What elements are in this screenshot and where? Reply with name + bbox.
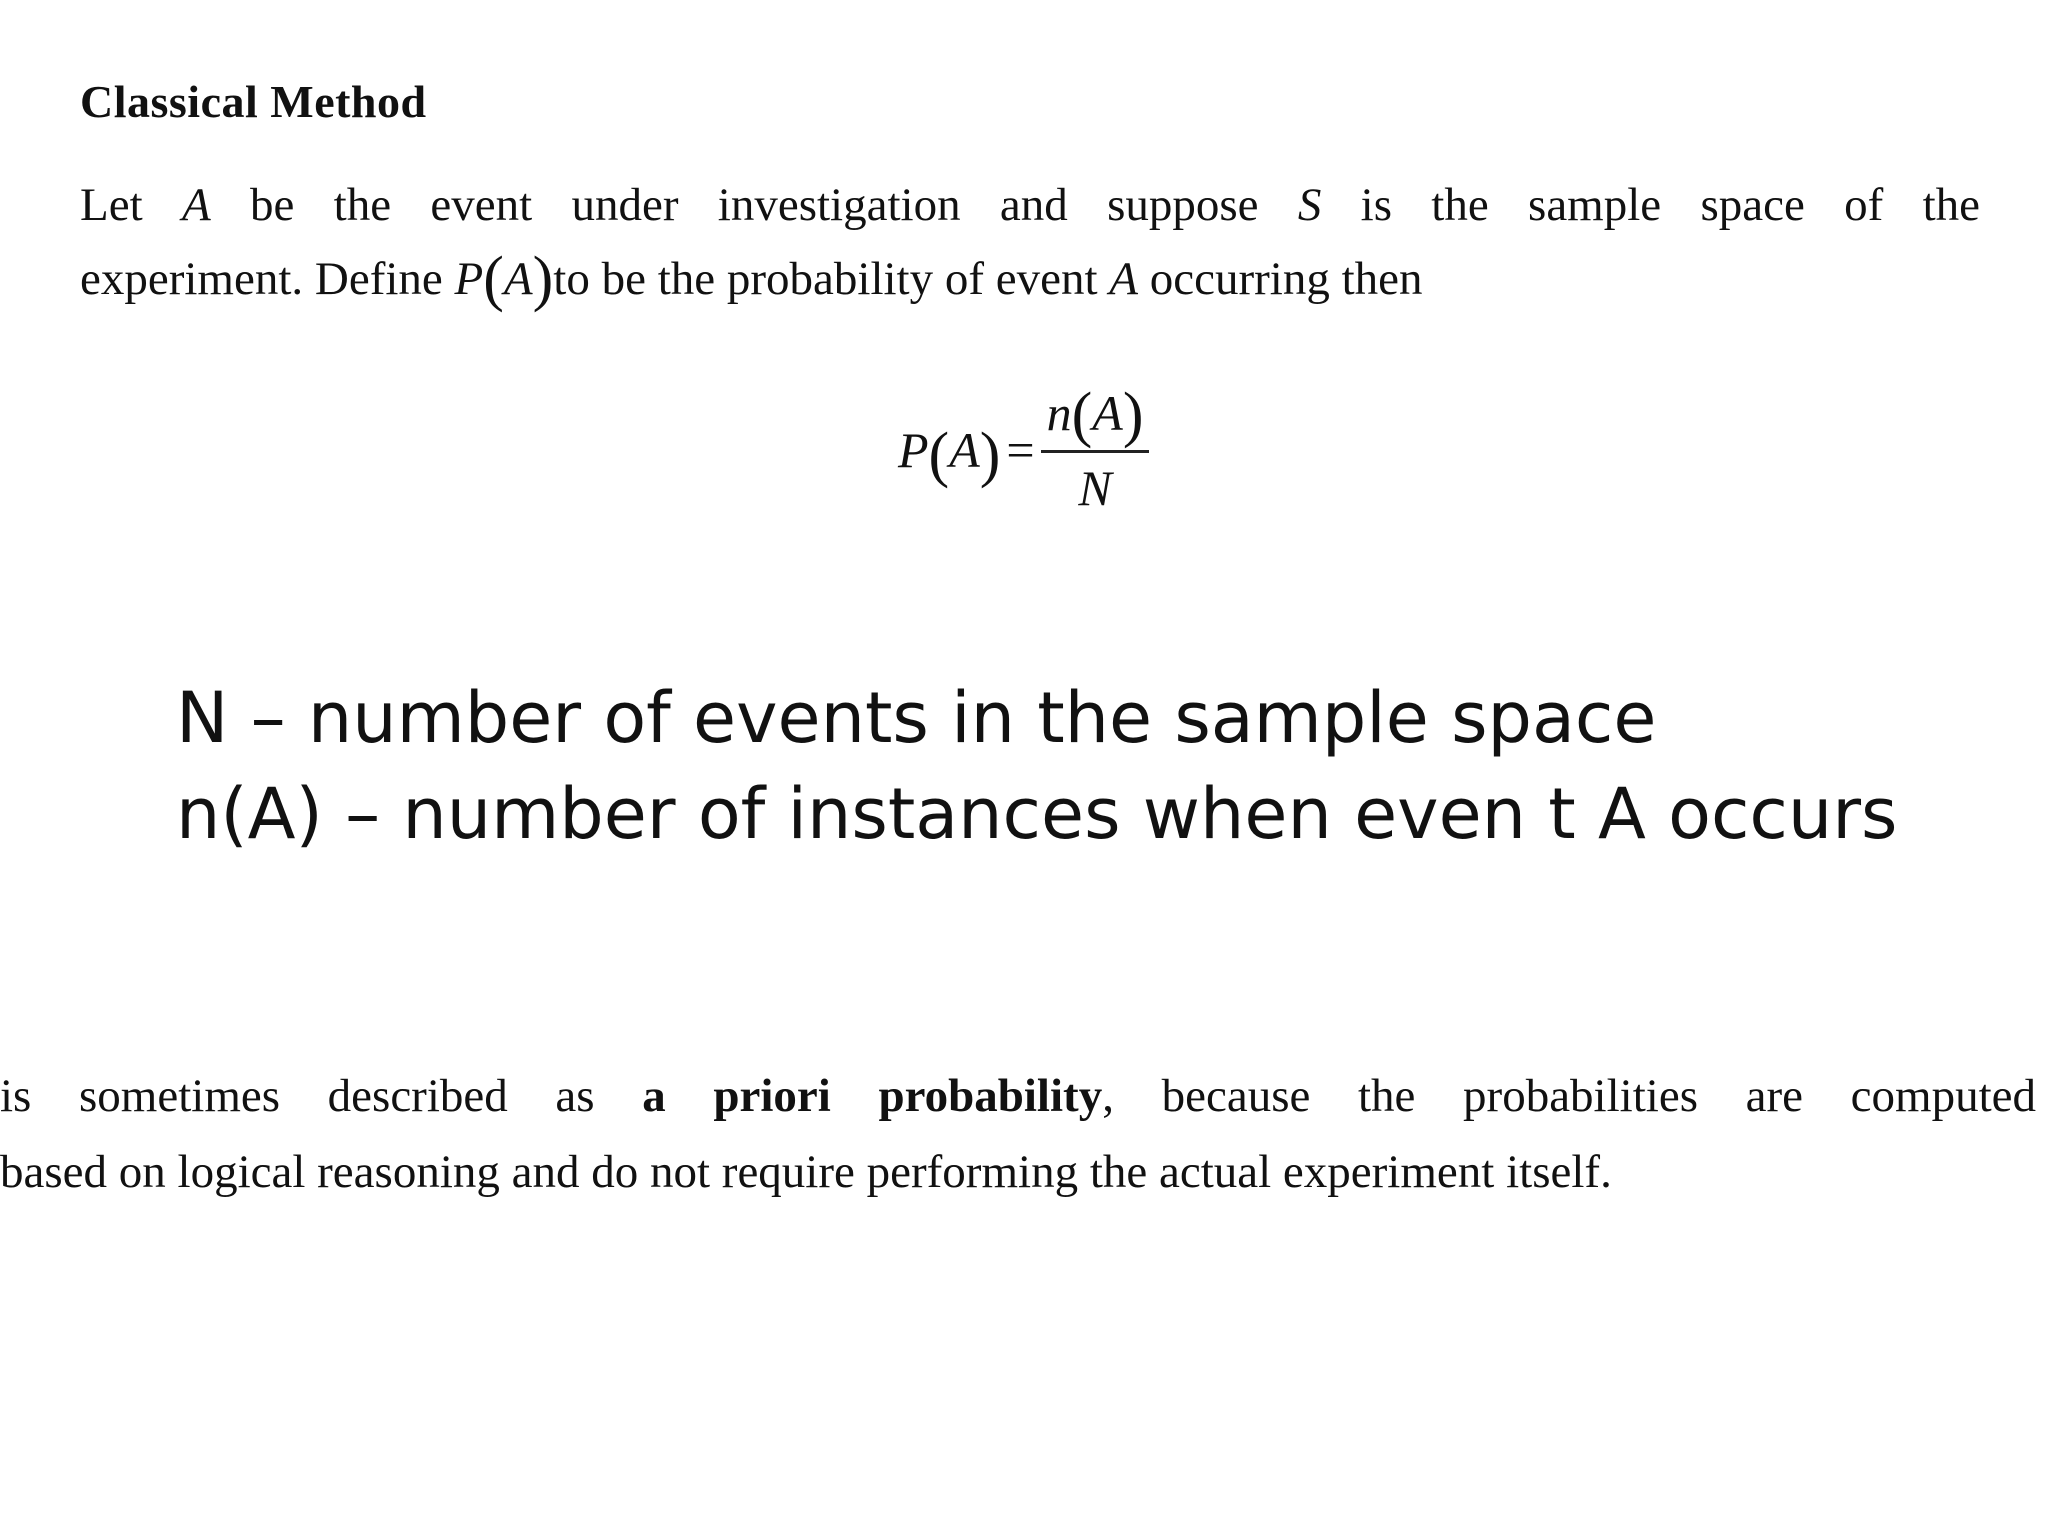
intro-text-occurring: occurring then — [1138, 253, 1423, 305]
intro-var-a: A — [181, 179, 211, 231]
intro-var-s: S — [1297, 179, 1322, 231]
intro-word-let: Let — [80, 179, 143, 231]
note-text-after: , because the probabilities are computed — [1102, 1070, 2036, 1122]
intro-text-sample-space: is the sample space of the — [1360, 179, 1981, 231]
intro-line-2 — [80, 242, 1980, 316]
formula-num-open: ( — [1071, 380, 1093, 449]
definition-n: N – number of events in the sample space — [176, 677, 1657, 759]
intro-text-probability: to be the probability of event — [553, 253, 1110, 305]
note-text-before: is sometimes described as — [0, 1070, 643, 1122]
formula-fraction — [1041, 380, 1150, 521]
formula-num-close: ) — [1122, 380, 1144, 449]
a-priori-note — [0, 1058, 2036, 1210]
formula-equals: = — [1006, 422, 1035, 478]
intro-paren-close: ) — [532, 245, 554, 313]
formula-numerator — [1041, 380, 1150, 453]
note-bold-term: a priori probability — [642, 1070, 1103, 1122]
intro-symbol-a-2: A — [1109, 253, 1139, 305]
formula-lhs: P ( A ) — [898, 421, 1001, 489]
intro-symbol-a: A — [503, 253, 533, 305]
formula-lhs-a: A — [949, 422, 980, 478]
section-heading: Classical Method — [80, 76, 427, 127]
intro-text-define: experiment. Define — [80, 253, 455, 305]
intro-paragraph — [80, 168, 1980, 316]
formula-p: P — [898, 422, 929, 478]
intro-line-1 — [80, 168, 1980, 242]
note-line-1 — [0, 1058, 2036, 1134]
intro-paren-open: ( — [483, 245, 504, 313]
formula-num-n: n — [1046, 384, 1072, 441]
definitions-list — [176, 670, 1898, 862]
intro-symbol-p: P — [454, 253, 484, 305]
definition-n-of-a: n(A) – number of instances when even t A occurs — [176, 773, 1898, 855]
formula-denominator: N — [1078, 459, 1112, 516]
probability-formula — [898, 370, 1149, 530]
note-line-2: based on logical reasoning and do not require performing the actual experiment itself. — [0, 1146, 1612, 1198]
intro-text-event: be the event under investigation and suppose — [249, 179, 1259, 231]
formula-num-a: A — [1092, 384, 1123, 441]
